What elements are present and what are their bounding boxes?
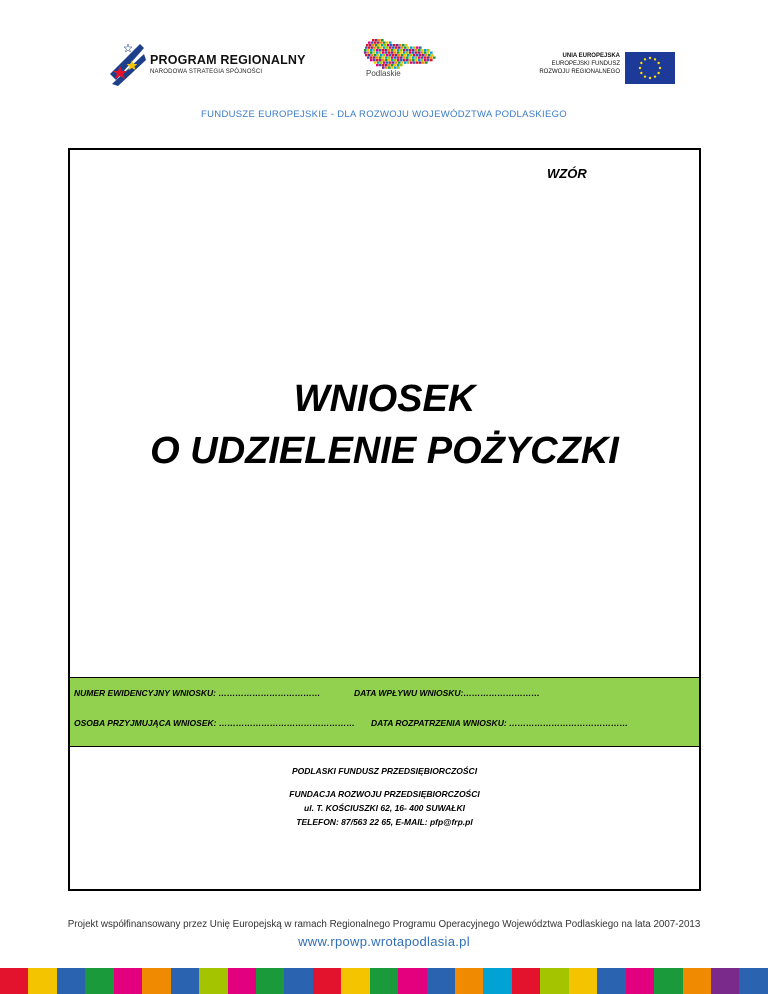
eu-line-2: EUROPEJSKI FUNDUSZ (551, 61, 620, 67)
stripe-segment (512, 968, 540, 994)
footer-website-link[interactable]: www.rpowp.wrotapodlasia.pl (298, 934, 470, 949)
eu-logo (520, 50, 675, 84)
bison-mosaic-logo-icon (358, 38, 440, 72)
stripe-segment (199, 968, 227, 994)
stripe-segment (171, 968, 199, 994)
title-line-1: WNIOSEK (293, 378, 476, 420)
eu-line-1: UNIA EUROPEJSKA (562, 53, 620, 59)
stripe-segment (427, 968, 455, 994)
watermark-label: WZÓR (547, 166, 587, 181)
podlaskie-logo (358, 38, 440, 86)
stripe-segment (654, 968, 682, 994)
stripe-segment (57, 968, 85, 994)
stripe-segment (483, 968, 511, 994)
stripe-segment (284, 968, 312, 994)
title-line-2: O UDZIELENIE POŻYCZKI (150, 430, 619, 472)
program-regionalny-logo (108, 40, 308, 88)
receiving-person-field: OSOBA PRZYJMUJĄCA WNIOSEK: ………………………………………… (74, 718, 355, 728)
stripe-segment (683, 968, 711, 994)
stripe-segment (256, 968, 284, 994)
podlaskie-label: Podlaskie (366, 69, 401, 78)
stripe-segment (540, 968, 568, 994)
stripe-segment (0, 968, 28, 994)
stripe-segment (142, 968, 170, 994)
stripe-segment (85, 968, 113, 994)
address-line-2: ul. T. KOŚCIUSZKI 62, 16- 400 SUWAŁKI (304, 803, 465, 813)
document-frame (68, 148, 701, 891)
stripe-segment (626, 968, 654, 994)
fund-name: PODLASKI FUNDUSZ PRZEDSIĘBIORCZOŚCI (291, 766, 478, 776)
footer-color-stripe (0, 968, 768, 994)
eu-flag-icon (625, 52, 675, 84)
stripe-segment (313, 968, 341, 994)
logo-left-subtitle: NARODOWA STRATEGIA SPÓJNOŚCI (150, 69, 263, 75)
address-line-3: TELEFON: 87/563 22 65, E-MAIL: pfp@frp.pl (296, 817, 473, 827)
stripe-segment (228, 968, 256, 994)
stripe-segment (114, 968, 142, 994)
receipt-date-field: DATA WPŁYWU WNIOSKU:……………………… (354, 688, 540, 698)
registry-number-field: NUMER EWIDENCYJNY WNIOSKU: ……………………………… (74, 688, 321, 698)
stripe-segment (569, 968, 597, 994)
stripe-segment (455, 968, 483, 994)
stripe-segment (597, 968, 625, 994)
review-date-field: DATA ROZPATRZENIA WNIOSKU: …………………………………… (371, 718, 629, 728)
eu-line-3: ROZWOJU REGIONALNEGO (539, 69, 620, 75)
address-line-1: FUNDACJA ROZWOJU PRZEDSIĘBIORCZOŚCI (289, 789, 480, 799)
stripe-segment (28, 968, 56, 994)
stripe-segment (398, 968, 426, 994)
stripe-segment (370, 968, 398, 994)
stripe-segment (341, 968, 369, 994)
star-stripe-logo-icon (108, 40, 148, 88)
logo-left-title: PROGRAM REGIONALNY (150, 53, 306, 67)
stripe-segment (739, 968, 767, 994)
tagline: FUNDUSZE EUROPEJSKIE - DLA ROZWOJU WOJEWÓDZTWA PODLASKIEGO (201, 109, 567, 120)
stripe-segment (711, 968, 739, 994)
registry-box (70, 677, 699, 747)
footer-cofinancing-note: Projekt współfinansowany przez Unię Europejską w ramach Regionalnego Programu Operacyjnego Województwa Podlaskiego na lata 2007-2013 (67, 919, 701, 930)
